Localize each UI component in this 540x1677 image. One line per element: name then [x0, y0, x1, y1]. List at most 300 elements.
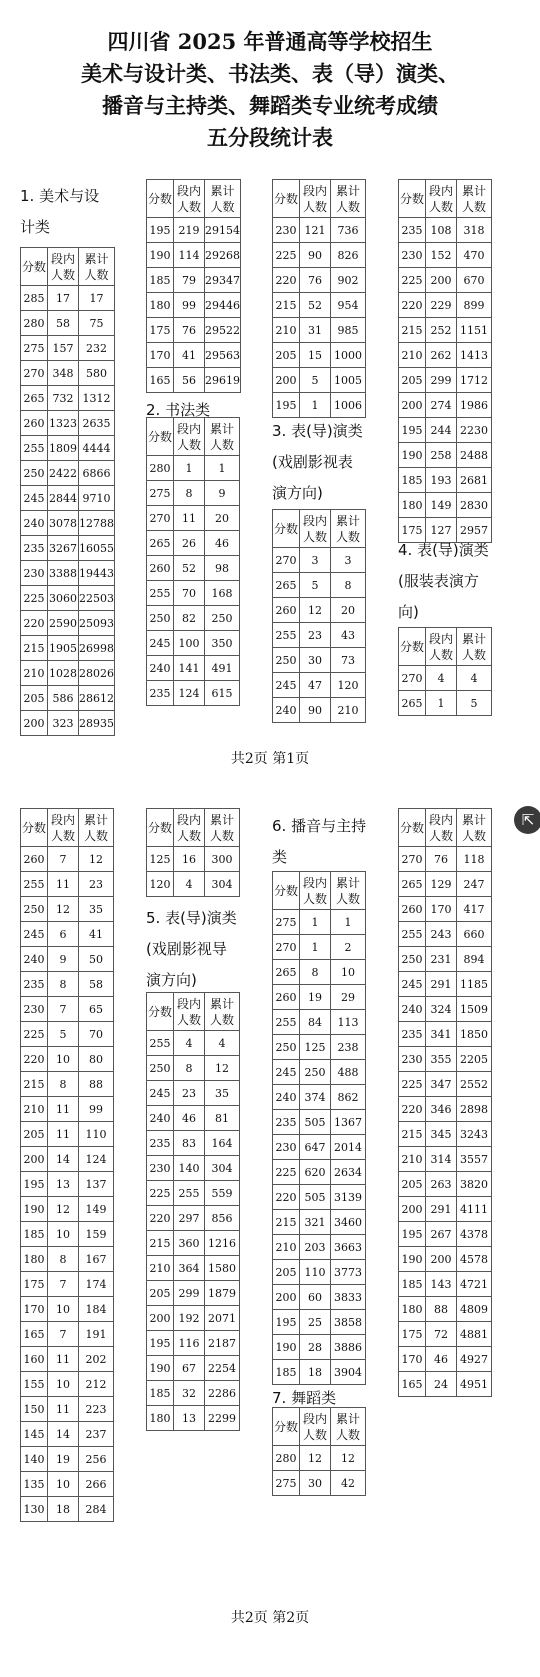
table-row [147, 1331, 240, 1356]
table-row [147, 1056, 240, 1081]
table-cell: 4 [426, 666, 457, 691]
table-cell: 250 [21, 461, 48, 486]
column-header: 累计 人数 [205, 418, 240, 456]
table-cell: 164 [205, 1131, 240, 1156]
table-cell: 35 [79, 897, 114, 922]
table-cell: 195 [399, 1222, 426, 1247]
table-row [399, 1122, 492, 1147]
table-cell: 732 [48, 386, 79, 411]
table-header-row [399, 180, 492, 218]
table-cell: 28612 [79, 686, 115, 711]
table-row [399, 947, 492, 972]
table-cell: 195 [21, 1172, 48, 1197]
table-row [399, 1022, 492, 1047]
table-cell: 58 [79, 972, 114, 997]
table-cell: 1000 [331, 343, 366, 368]
table-cell: 3 [300, 548, 331, 573]
table-cell: 124 [174, 681, 205, 706]
table-cell: 42 [331, 1471, 366, 1496]
table-row [21, 486, 115, 511]
column-header: 累计 人数 [331, 180, 366, 218]
table-cell: 29154 [205, 218, 241, 243]
table-cell: 76 [300, 268, 331, 293]
table-row [21, 661, 115, 686]
table-row [399, 443, 492, 468]
table-cell: 129 [426, 872, 457, 897]
table-cell: 3886 [331, 1335, 366, 1360]
table-cell: 141 [174, 656, 205, 681]
table-cell: 165 [399, 1372, 426, 1397]
table-cell: 862 [331, 1085, 366, 1110]
table-cell: 159 [79, 1222, 114, 1247]
table-cell: 215 [147, 1231, 174, 1256]
edit-float-icon[interactable]: ⇱ [514, 806, 540, 834]
table-cell: 16055 [79, 536, 115, 561]
table-cell: 260 [273, 985, 300, 1010]
table-cell: 235 [21, 972, 48, 997]
table-cell: 205 [21, 686, 48, 711]
table-cell: 185 [399, 1272, 426, 1297]
table-row [273, 1310, 366, 1335]
column-header: 分数 [399, 628, 426, 666]
table-cell: 116 [174, 1331, 205, 1356]
table-cell: 118 [457, 847, 492, 872]
table-row [21, 1272, 114, 1297]
table-header-row [399, 628, 492, 666]
table-row [399, 897, 492, 922]
table-row [147, 1206, 240, 1231]
table-row [21, 411, 115, 436]
table-row [147, 218, 241, 243]
column-header: 累计 人数 [205, 809, 240, 847]
table-cell: 265 [399, 691, 426, 716]
table-cell: 2844 [48, 486, 79, 511]
table-cell: 174 [79, 1272, 114, 1297]
table-cell: 1367 [331, 1110, 366, 1135]
table-row [147, 872, 240, 897]
table-cell: 185 [147, 1381, 174, 1406]
table-header-row [21, 809, 114, 847]
table-row [399, 518, 492, 543]
table-row [399, 468, 492, 493]
table-row [273, 1260, 366, 1285]
table-row [273, 960, 366, 985]
table-cell: 1 [300, 935, 331, 960]
table-cell: 270 [399, 666, 426, 691]
table-cell: 2681 [457, 468, 492, 493]
table-cell: 80 [79, 1047, 114, 1072]
table-row [273, 393, 366, 418]
title-line: 美术与设计类、书法类、表（导）演类、 [81, 61, 459, 86]
table-row [399, 1297, 492, 1322]
table-cell: 255 [147, 581, 174, 606]
column-header: 累计 人数 [205, 180, 241, 218]
table-cell: 2830 [457, 493, 492, 518]
table-cell: 360 [174, 1231, 205, 1256]
table-cell: 210 [21, 661, 48, 686]
table-cell: 190 [21, 1197, 48, 1222]
table-cell: 4111 [457, 1197, 492, 1222]
table-cell: 215 [399, 1122, 426, 1147]
table-cell: 210 [331, 698, 366, 723]
table-cell: 985 [331, 318, 366, 343]
table-cell: 192 [174, 1306, 205, 1331]
table-cell: 29446 [205, 293, 241, 318]
column-header: 段内 人数 [174, 809, 205, 847]
table-cell: 250 [205, 606, 240, 631]
table-cell: 4578 [457, 1247, 492, 1272]
table-cell: 488 [331, 1060, 366, 1085]
table-row [399, 343, 492, 368]
table-cell: 225 [21, 586, 48, 611]
table-cell: 270 [21, 361, 48, 386]
table-cell: 195 [147, 1331, 174, 1356]
table-cell: 4927 [457, 1347, 492, 1372]
table-cell: 230 [399, 243, 426, 268]
table-row [399, 493, 492, 518]
table-row [273, 1446, 366, 1471]
table-row [147, 481, 240, 506]
table-cell: 256 [79, 1447, 114, 1472]
table-cell: 140 [174, 1156, 205, 1181]
table-cell: 245 [399, 972, 426, 997]
table-cell: 1185 [457, 972, 492, 997]
table-cell: 1905 [48, 636, 79, 661]
table-cell: 19443 [79, 561, 115, 586]
table-cell: 275 [21, 336, 48, 361]
table-cell: 60 [300, 1285, 331, 1310]
table-cell: 19 [300, 985, 331, 1010]
table-row [21, 997, 114, 1022]
table-cell: 245 [273, 673, 300, 698]
title-line: 四川省 2025 年普通高等学校招生 [107, 29, 433, 54]
section-heading-drama-directing: 5. 表(导)演类 (戏剧影视导 演方向) [146, 909, 237, 989]
column-header: 分数 [399, 180, 426, 218]
column-header: 分数 [147, 418, 174, 456]
table-cell: 284 [79, 1497, 114, 1522]
table-cell: 826 [331, 243, 366, 268]
table-cell: 1216 [205, 1231, 240, 1256]
table-cell: 215 [273, 293, 300, 318]
table-cell: 14 [48, 1147, 79, 1172]
table-row [399, 1172, 492, 1197]
table-cell: 2254 [205, 1356, 240, 1381]
table-cell: 255 [174, 1181, 205, 1206]
table-header-row [147, 418, 240, 456]
table-row [147, 1031, 240, 1056]
table-cell: 7 [48, 847, 79, 872]
table-cell: 318 [457, 218, 492, 243]
table-cell: 230 [147, 1156, 174, 1181]
table-cell: 243 [426, 922, 457, 947]
table-cell: 2634 [331, 1160, 366, 1185]
table-cell: 3460 [331, 1210, 366, 1235]
table-cell: 8 [48, 1072, 79, 1097]
table-cell: 1 [300, 910, 331, 935]
table-cell: 11 [48, 1347, 79, 1372]
table-row [21, 1372, 114, 1397]
table-cell: 2898 [457, 1097, 492, 1122]
table-header-row [399, 809, 492, 847]
table-cell: 3820 [457, 1172, 492, 1197]
table-cell: 165 [147, 368, 174, 393]
table-cell: 195 [273, 1310, 300, 1335]
column-header: 段内 人数 [174, 418, 205, 456]
table-cell: 90 [300, 243, 331, 268]
table-row [273, 598, 366, 623]
table-row [147, 531, 240, 556]
table-cell: 4 [174, 1031, 205, 1056]
table-row [273, 910, 366, 935]
table-row [399, 922, 492, 947]
table-cell: 230 [273, 218, 300, 243]
table-cell: 267 [426, 1222, 457, 1247]
table-header-row [21, 248, 115, 286]
table-row [273, 1085, 366, 1110]
table-cell: 265 [399, 872, 426, 897]
table-cell: 240 [273, 698, 300, 723]
table-cell: 52 [174, 556, 205, 581]
column-header: 段内 人数 [426, 628, 457, 666]
table-row [273, 1210, 366, 1235]
table-row [147, 343, 241, 368]
table-cell: 205 [399, 368, 426, 393]
table-cell: 580 [79, 361, 115, 386]
table-cell: 46 [174, 1106, 205, 1131]
table-cell: 291 [426, 1197, 457, 1222]
column-header: 分数 [273, 510, 300, 548]
table-cell: 265 [147, 531, 174, 556]
table-row [273, 698, 366, 723]
table-row [21, 1197, 114, 1222]
table-row [21, 686, 115, 711]
table-cell: 18 [300, 1360, 331, 1385]
table-cell: 235 [399, 218, 426, 243]
table-header-row [273, 180, 366, 218]
table-row [273, 343, 366, 368]
table-cell: 210 [399, 343, 426, 368]
table-cell: 4378 [457, 1222, 492, 1247]
table-row [273, 318, 366, 343]
table-row [273, 1060, 366, 1085]
table-cell: 10 [331, 960, 366, 985]
column-header: 分数 [147, 993, 174, 1031]
column-header: 累计 人数 [457, 628, 492, 666]
table-cell: 31 [300, 318, 331, 343]
table-cell: 9710 [79, 486, 115, 511]
table-cell: 175 [21, 1272, 48, 1297]
table-cell: 125 [147, 847, 174, 872]
table-cell: 200 [21, 711, 48, 736]
table-cell: 23 [174, 1081, 205, 1106]
table-cell: 324 [426, 997, 457, 1022]
table-cell: 108 [426, 218, 457, 243]
table-cell: 195 [273, 393, 300, 418]
table-cell: 120 [147, 872, 174, 897]
table-cell: 137 [79, 1172, 114, 1197]
table-cell: 225 [21, 1022, 48, 1047]
table-cell: 4 [174, 872, 205, 897]
table-cell: 231 [426, 947, 457, 972]
table-row [399, 1047, 492, 1072]
table-cell: 7 [48, 1322, 79, 1347]
table-cell: 229 [426, 293, 457, 318]
table-cell: 200 [399, 393, 426, 418]
table-cell: 299 [174, 1281, 205, 1306]
table-cell: 143 [426, 1272, 457, 1297]
table-cell: 160 [21, 1347, 48, 1372]
table-row [147, 456, 240, 481]
table-cell: 73 [331, 648, 366, 673]
score-table [272, 509, 366, 723]
table-row [273, 218, 366, 243]
table-row [399, 318, 492, 343]
table-cell: 263 [426, 1172, 457, 1197]
table-cell: 11 [48, 872, 79, 897]
table-cell: 240 [147, 1106, 174, 1131]
table-cell: 255 [273, 1010, 300, 1035]
table-cell: 50 [79, 947, 114, 972]
table-cell: 1 [205, 456, 240, 481]
table-cell: 193 [426, 468, 457, 493]
table-row [21, 1172, 114, 1197]
score-table [272, 1407, 366, 1496]
table-cell: 17 [79, 286, 115, 311]
table-cell: 11 [48, 1397, 79, 1422]
table-cell: 29563 [205, 343, 241, 368]
table-cell: 29522 [205, 318, 241, 343]
table-row [147, 1106, 240, 1131]
table-cell: 205 [147, 1281, 174, 1306]
column-header: 段内 人数 [300, 510, 331, 548]
table-cell: 200 [21, 1147, 48, 1172]
table-cell: 76 [174, 318, 205, 343]
table-row [273, 268, 366, 293]
table-row [147, 293, 241, 318]
column-header: 分数 [399, 809, 426, 847]
table-row [399, 1372, 492, 1397]
page-footer: 共2页 第1页 [230, 751, 310, 767]
table-cell: 250 [147, 1056, 174, 1081]
table-row [21, 1247, 114, 1272]
table-cell: 3557 [457, 1147, 492, 1172]
table-cell: 14 [48, 1422, 79, 1447]
table-row [21, 1047, 114, 1072]
table-row [21, 897, 114, 922]
table-cell: 220 [21, 611, 48, 636]
table-cell: 341 [426, 1022, 457, 1047]
table-row [21, 586, 115, 611]
table-row [147, 1156, 240, 1181]
table-row [273, 1235, 366, 1260]
table-cell: 1006 [331, 393, 366, 418]
table-cell: 212 [79, 1372, 114, 1397]
score-table [20, 808, 114, 1522]
table-cell: 24 [426, 1372, 457, 1397]
table-cell: 1850 [457, 1022, 492, 1047]
table-cell: 954 [331, 293, 366, 318]
table-cell: 245 [147, 1081, 174, 1106]
table-row [147, 656, 240, 681]
table-cell: 275 [273, 910, 300, 935]
table-cell: 29268 [205, 243, 241, 268]
table-cell: 1413 [457, 343, 492, 368]
table-cell: 660 [457, 922, 492, 947]
table-cell: 10 [48, 1472, 79, 1497]
table-row [273, 1110, 366, 1135]
table-row [147, 318, 241, 343]
table-cell: 152 [426, 243, 457, 268]
table-cell: 46 [205, 531, 240, 556]
section-heading-drama-performance: 3. 表(导)演类 (戏剧影视表 演方向) [272, 422, 363, 502]
column-header: 段内 人数 [48, 248, 79, 286]
table-cell: 170 [21, 1297, 48, 1322]
section-heading-fashion-performance: 4. 表(导)演类 (服装表演方 向) [398, 541, 489, 621]
table-row [21, 511, 115, 536]
table-cell: 70 [174, 581, 205, 606]
table-row [21, 336, 115, 361]
table-row [21, 972, 114, 997]
table-cell: 270 [399, 847, 426, 872]
table-cell: 205 [399, 1172, 426, 1197]
column-header: 累计 人数 [79, 809, 114, 847]
table-row [21, 711, 115, 736]
table-cell: 647 [300, 1135, 331, 1160]
table-cell: 210 [147, 1256, 174, 1281]
table-row [399, 972, 492, 997]
table-cell: 70 [79, 1022, 114, 1047]
column-header: 分数 [21, 248, 48, 286]
table-cell: 266 [79, 1472, 114, 1497]
table-cell: 180 [399, 493, 426, 518]
table-cell: 736 [331, 218, 366, 243]
table-cell: 150 [21, 1397, 48, 1422]
score-table [398, 627, 492, 716]
table-row [273, 1471, 366, 1496]
table-row [273, 1010, 366, 1035]
section-heading-calligraphy: 2. 书法类 [146, 401, 211, 419]
table-row [273, 293, 366, 318]
table-row [399, 1347, 492, 1372]
table-cell: 185 [273, 1360, 300, 1385]
table-row [147, 368, 241, 393]
table-cell: 202 [79, 1347, 114, 1372]
table-cell: 29347 [205, 268, 241, 293]
table-row [273, 1135, 366, 1160]
table-cell: 235 [147, 681, 174, 706]
table-cell: 220 [147, 1206, 174, 1231]
table-cell: 559 [205, 1181, 240, 1206]
table-cell: 3388 [48, 561, 79, 586]
table-row [147, 1356, 240, 1381]
column-header: 累计 人数 [205, 993, 240, 1031]
table-row [21, 1397, 114, 1422]
table-cell: 10 [48, 1047, 79, 1072]
table-cell: 1509 [457, 997, 492, 1022]
table-cell: 314 [426, 1147, 457, 1172]
table-cell: 225 [399, 1072, 426, 1097]
table-cell: 2957 [457, 518, 492, 543]
table-row [399, 243, 492, 268]
table-cell: 1712 [457, 368, 492, 393]
table-cell: 121 [300, 218, 331, 243]
table-row [399, 1072, 492, 1097]
table-cell: 12788 [79, 511, 115, 536]
table-row [273, 1035, 366, 1060]
table-cell: 230 [21, 561, 48, 586]
table-row [399, 847, 492, 872]
table-row [147, 1281, 240, 1306]
